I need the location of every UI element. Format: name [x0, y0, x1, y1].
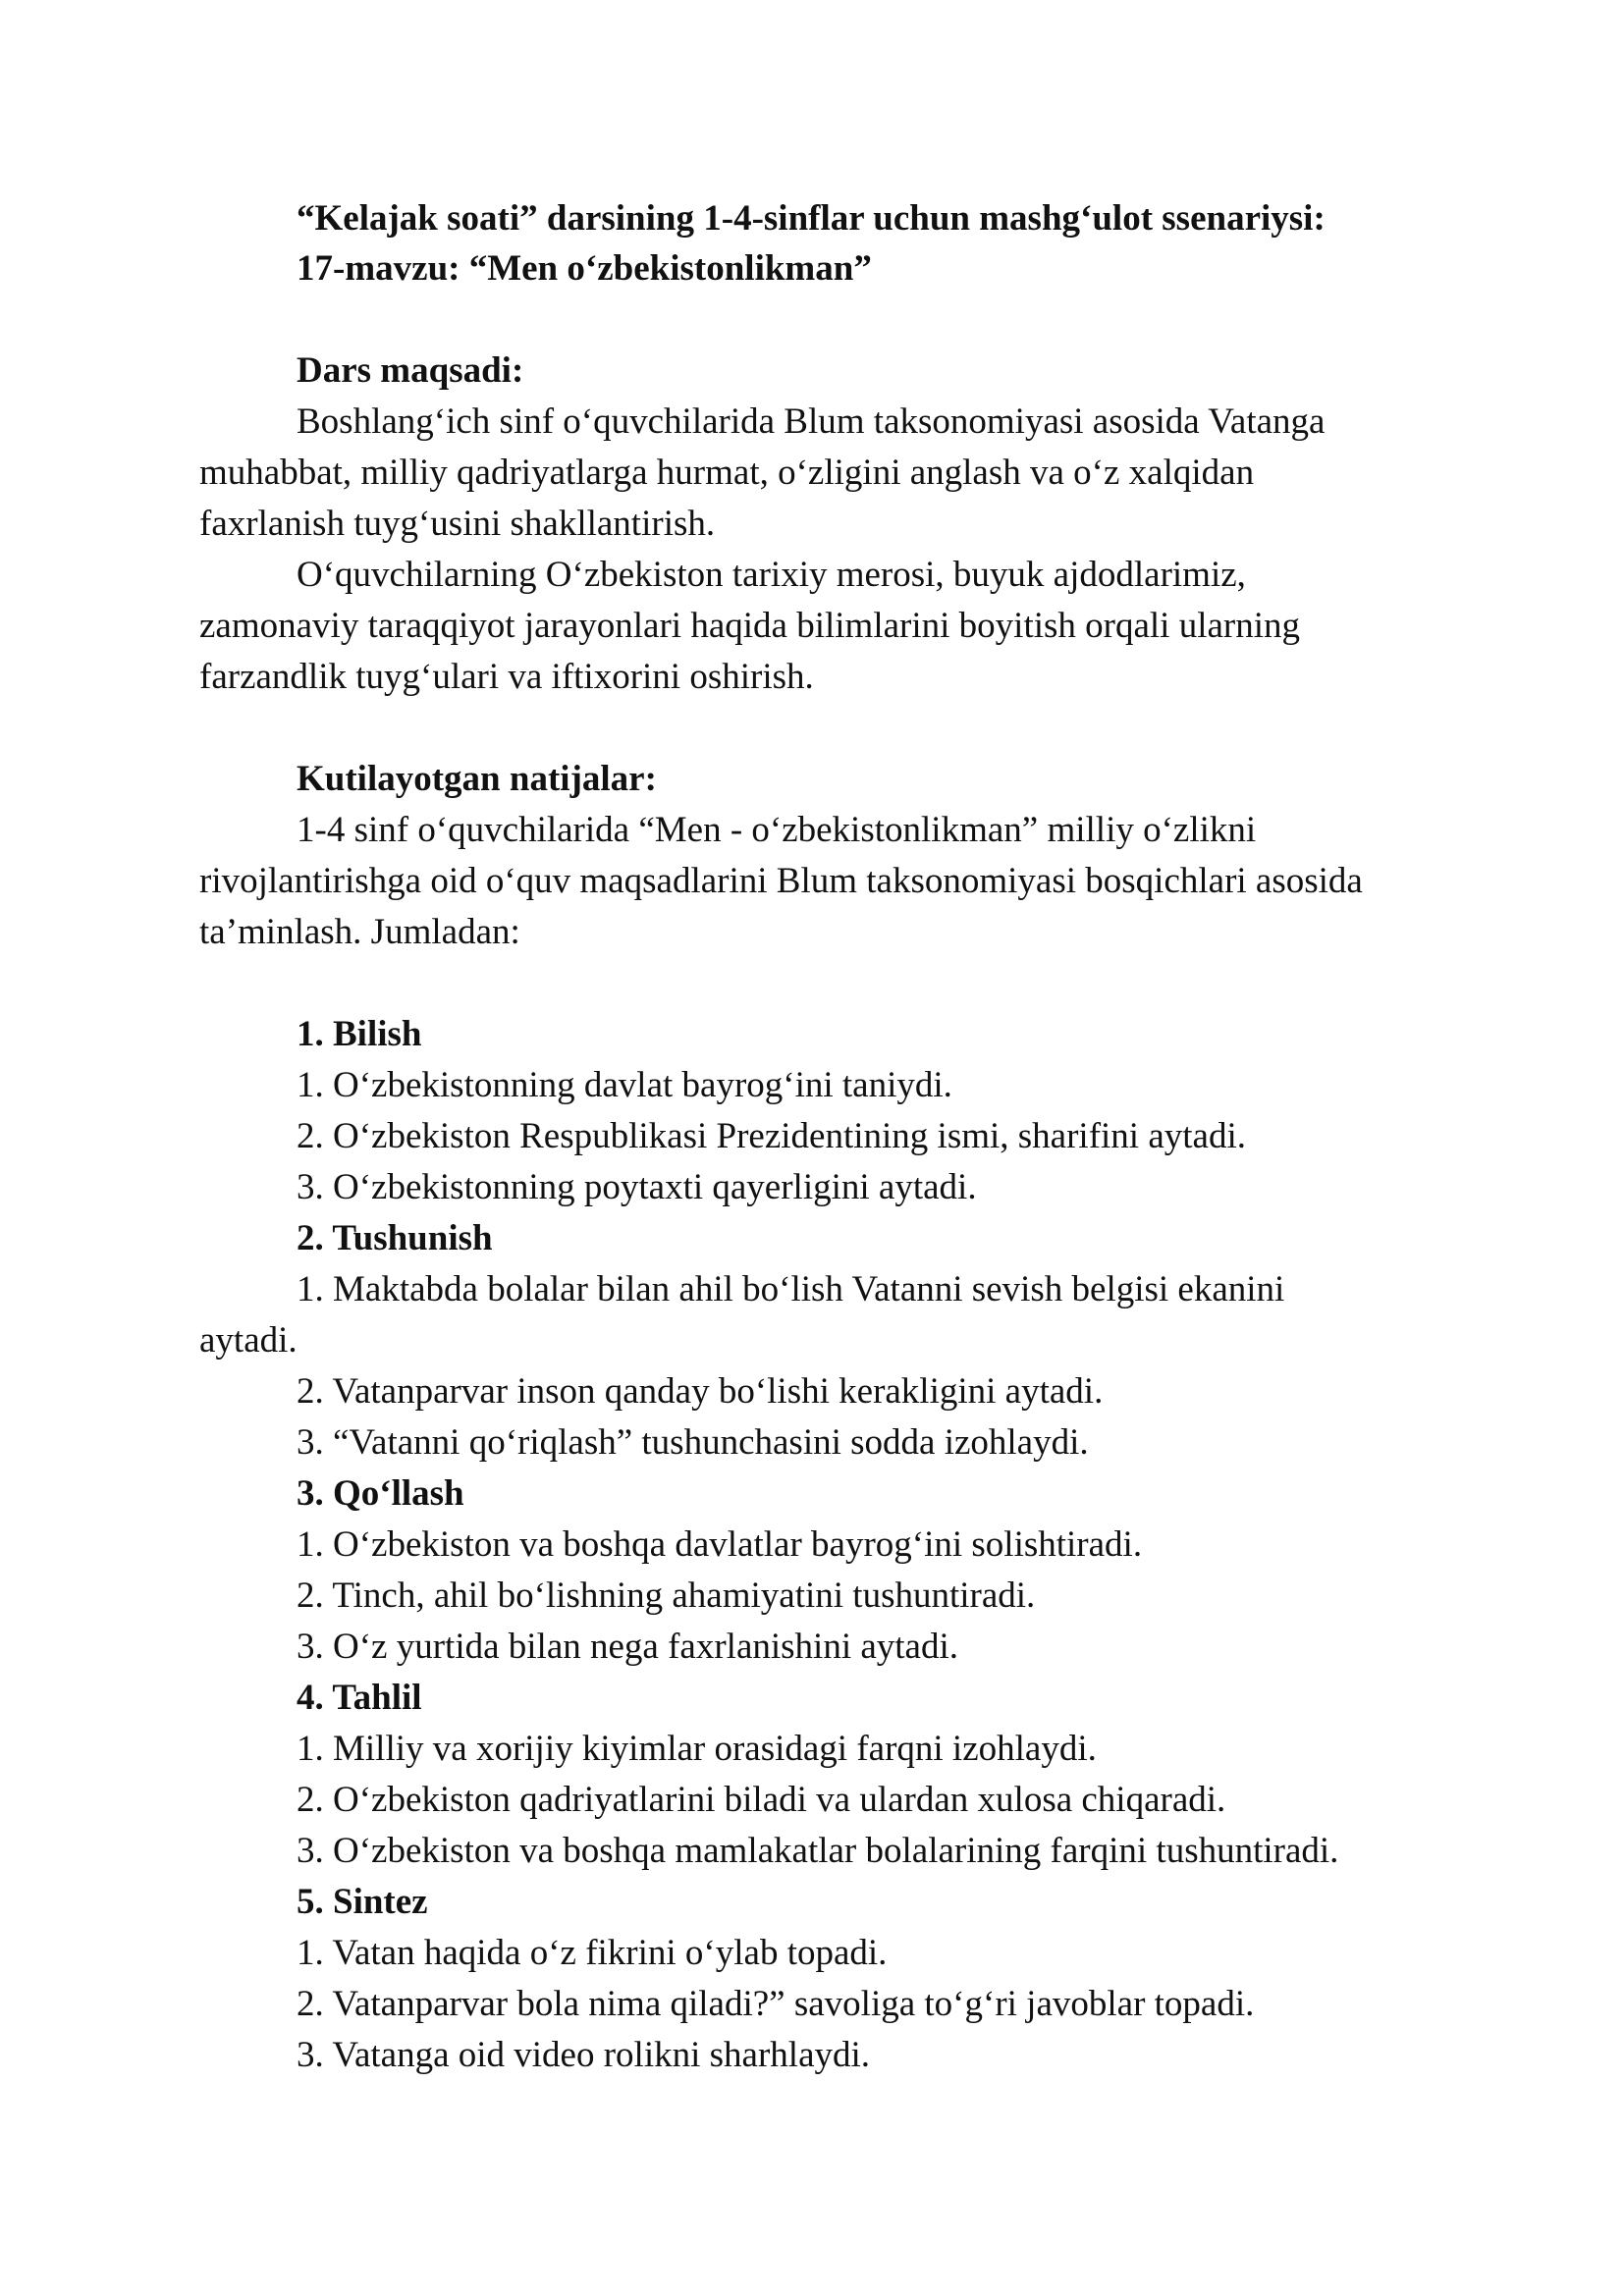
- list-item: 3. “Vatanni qo‘riqlash” tushunchasini sodda izohlaydi.: [297, 1422, 1089, 1463]
- results-paragraph-line-3: ta’minlash. Jumladan:: [199, 912, 520, 952]
- list-item: 2. O‘zbekiston Respublikasi Prezidentining ismi, sharifini aytadi.: [297, 1116, 1246, 1156]
- list-item: 3. Vatanga oid video rolikni sharhlaydi.: [297, 2035, 871, 2075]
- list-item: 1. Maktabda bolalar bilan ahil bo‘lish Vatanni sevish belgisi ekanini: [297, 1269, 1285, 1309]
- results-paragraph-line-2: rivojlantirishga oid o‘quv maqsadlarini Blum taksonomiyasi bosqichlari asosida: [199, 861, 1363, 901]
- results-heading: Kutilayotgan natijalar:: [297, 759, 657, 799]
- goal-paragraph-1-line-2: muhabbat, milliy qadriyatlarga hurmat, o‘zligini anglash va o‘z xalqidan: [199, 453, 1255, 493]
- goal-paragraph-2-line-3: farzandlik tuyg‘ulari va iftixorini oshirish.: [199, 657, 814, 697]
- list-item: 2. Vatanparvar inson qanday bo‘lishi kerakligini aytadi.: [297, 1371, 1104, 1412]
- goal-paragraph-1-line-3: faxrlanish tuyg‘usini shakllantirish.: [199, 504, 716, 544]
- list-item: 1. O‘zbekistonning davlat bayrog‘ini taniydi.: [297, 1065, 952, 1105]
- section-title-sintez: 5. Sintez: [297, 1882, 428, 1922]
- goal-paragraph-2-line-2: zamonaviy taraqqiyot jarayonlari haqida bilimlarini boyitish orqali ularning: [199, 606, 1301, 646]
- results-paragraph-line-1: 1-4 sinf o‘quvchilarida “Men - o‘zbekistonlikman” milliy o‘zlikni: [297, 810, 1257, 850]
- section-title-bilish: 1. Bilish: [297, 1014, 422, 1054]
- list-item: 2. O‘zbekiston qadriyatlarini biladi va ulardan xulosa chiqaradi.: [297, 1780, 1226, 1820]
- section-title-tushunish: 2. Tushunish: [297, 1218, 493, 1258]
- list-item-continuation: aytadi.: [199, 1320, 298, 1361]
- list-item: 1. Milliy va xorijiy kiyimlar orasidagi farqni izohlaydi.: [297, 1729, 1097, 1769]
- section-title-qollash: 3. Qo‘llash: [297, 1473, 464, 1514]
- list-item: 3. O‘zbekiston va boshqa mamlakatlar bolalarining farqini tushuntiradi.: [297, 1831, 1339, 1871]
- goal-paragraph-2-line-1: O‘quvchilarning O‘zbekiston tarixiy merosi, buyuk ajdodlarimiz,: [297, 555, 1246, 595]
- document-title-line-1: “Kelajak soati” darsining 1-4-sinflar uchun mashg‘ulot ssenariysi:: [297, 198, 1326, 239]
- list-item: 2. Vatanparvar bola nima qiladi?” savoliga to‘g‘ri javoblar topadi.: [297, 1984, 1255, 2024]
- list-item: 3. O‘z yurtida bilan nega faxrlanishini aytadi.: [297, 1627, 959, 1667]
- section-title-tahlil: 4. Tahlil: [297, 1678, 422, 1718]
- goal-heading: Dars maqsadi:: [297, 350, 524, 391]
- goal-paragraph-1-line-1: Boshlang‘ich sinf o‘quvchilarida Blum taksonomiyasi asosida Vatanga: [297, 401, 1326, 442]
- list-item: 2. Tinch, ahil bo‘lishning ahamiyatini tushuntiradi.: [297, 1575, 1036, 1616]
- list-item: 1. Vatan haqida o‘z fikrini o‘ylab topadi.: [297, 1933, 888, 1973]
- list-item: 1. O‘zbekiston va boshqa davlatlar bayrog‘ini solishtiradi.: [297, 1524, 1143, 1565]
- document-title-line-2: 17-mavzu: “Men o‘zbekistonlikman”: [297, 248, 872, 289]
- list-item: 3. O‘zbekistonning poytaxti qayerligini aytadi.: [297, 1167, 977, 1207]
